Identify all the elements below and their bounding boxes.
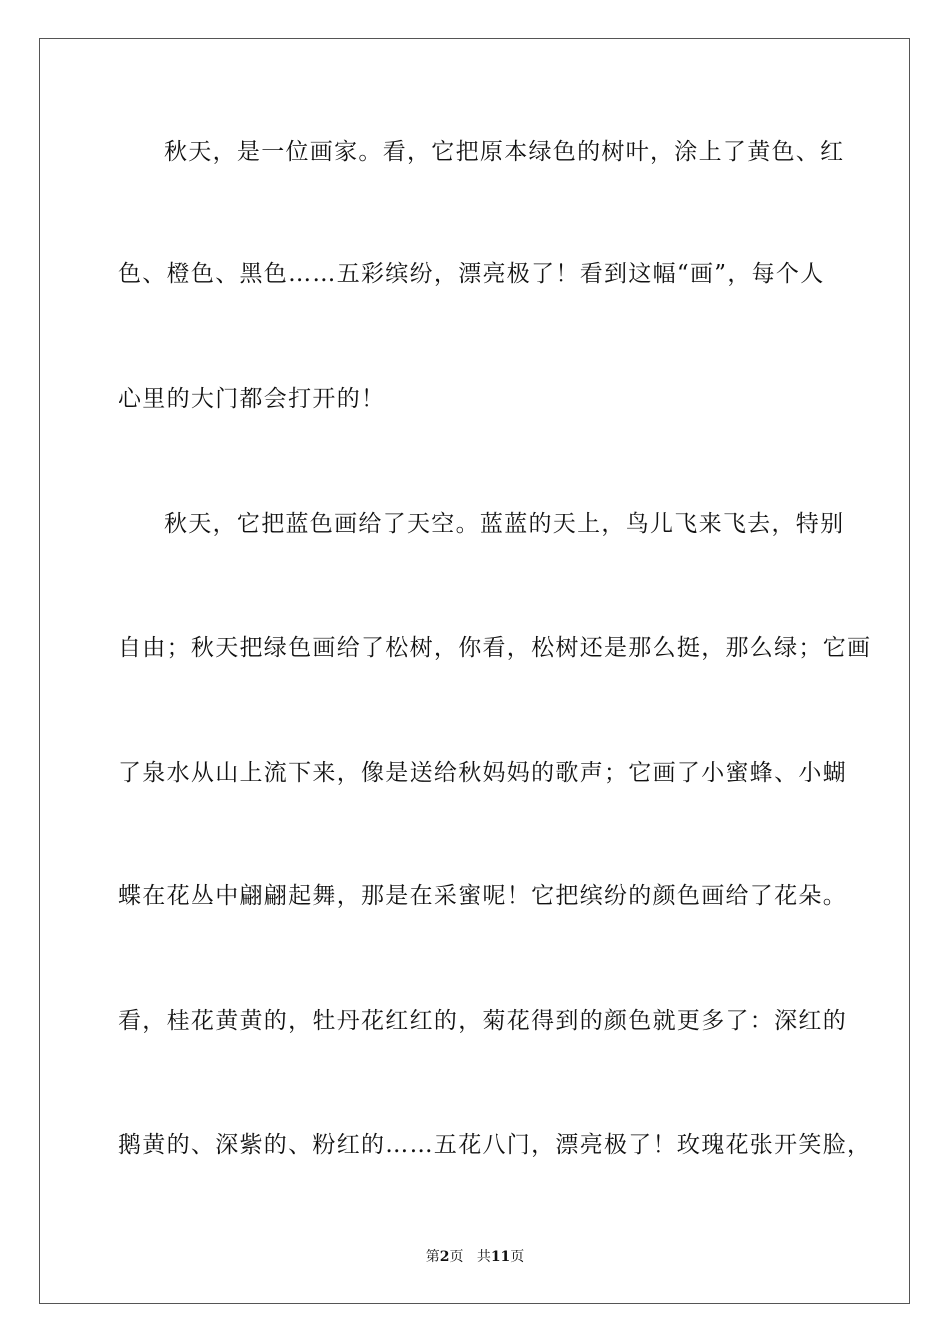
paragraph-1-line-2: 色、橙色、黑色……五彩缤纷，漂亮极了！看到这幅“画”，每个人	[118, 261, 825, 287]
paragraph-2-line-2: 自由；秋天把绿色画给了松树，你看，松树还是那么挺，那么绿；它画	[118, 635, 872, 661]
footer-total-prefix: 共	[476, 1249, 491, 1265]
paragraph-1-line-1: 秋天，是一位画家。看，它把原本绿色的树叶，涂上了黄色、红	[164, 139, 845, 165]
page-footer	[0, 1248, 950, 1266]
paragraph-2-line-1: 秋天，它把蓝色画给了天空。蓝蓝的天上，鸟儿飞来飞去，特别	[164, 511, 845, 537]
footer-total-pages: 11	[490, 1249, 511, 1265]
paragraph-1-line-3: 心里的大门都会打开的！	[118, 386, 386, 412]
paragraph-2-line-3: 了泉水从山上流下来，像是送给秋妈妈的歌声；它画了小蜜蜂、小蝴	[118, 760, 847, 786]
paragraph-2-line-6: 鹅黄的、深紫的、粉红的……五花八门，漂亮极了！玫瑰花张开笑脸，	[118, 1132, 872, 1158]
page-border	[39, 38, 910, 1304]
paragraph-2-line-5: 看，桂花黄黄的，牡丹花红红的，菊花得到的颜色就更多了：深红的	[118, 1008, 847, 1034]
paragraph-2-line-4: 蝶在花丛中翩翩起舞，那是在采蜜呢！它把缤纷的颜色画给了花朵。	[118, 883, 847, 909]
footer-page-suffix: 页	[449, 1249, 464, 1265]
footer-total-suffix: 页	[510, 1249, 525, 1265]
footer-page-number: 2	[439, 1249, 450, 1265]
footer-page-prefix: 第	[425, 1249, 440, 1265]
